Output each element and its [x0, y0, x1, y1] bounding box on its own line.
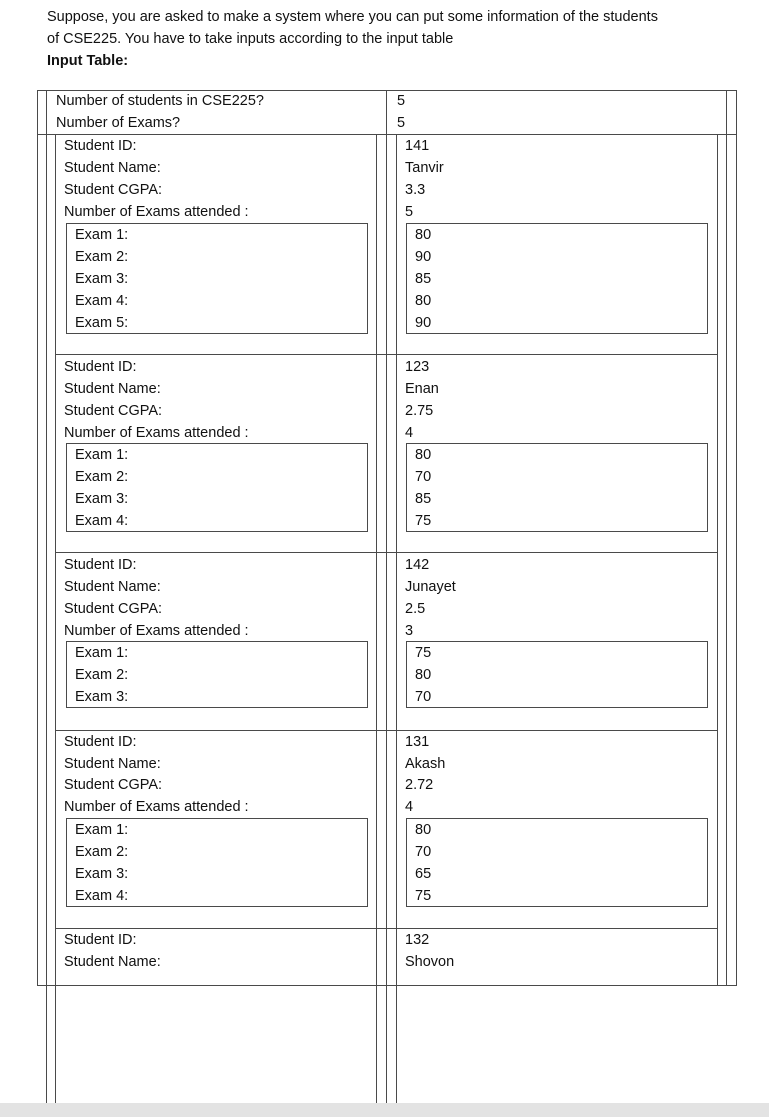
- exam-box-2-right-l: [406, 443, 407, 532]
- exam-label: Exam 1:: [75, 822, 129, 838]
- exam-score: 80: [415, 667, 432, 683]
- exam-box-3-right-top: [406, 641, 708, 642]
- exams-attended-value: 4: [405, 425, 414, 441]
- input-table-heading: Input Table:: [47, 53, 129, 69]
- exams-count-label: Number of Exams?: [56, 115, 181, 131]
- exam-box-1-right-bottom: [406, 333, 708, 334]
- exams-attended-label: Number of Exams attended :: [64, 204, 249, 220]
- student-id-value: 131: [405, 734, 430, 750]
- table-border-right-inner: [726, 90, 727, 986]
- student-name-label: Student Name:: [64, 579, 161, 595]
- exam-box-4-right-r: [707, 818, 708, 907]
- student-name-label: Student Name:: [64, 756, 161, 772]
- viewer-bottom-bar: [0, 1103, 769, 1117]
- exam-score: 70: [415, 469, 432, 485]
- exam-box-4-left-l: [66, 818, 67, 907]
- column-divider: [386, 90, 387, 1103]
- exam-box-2-right-r: [707, 443, 708, 532]
- student-name-value: Akash: [405, 756, 446, 772]
- exam-box-3-left-l: [66, 641, 67, 708]
- students-count-value: 5: [397, 93, 406, 109]
- exam-label: Exam 5:: [75, 315, 129, 331]
- student-name-value: Enan: [405, 381, 439, 397]
- exam-score: 70: [415, 844, 432, 860]
- exam-box-2-right-bottom: [406, 531, 708, 532]
- exam-label: Exam 2:: [75, 667, 129, 683]
- student-cgpa-label: Student CGPA:: [64, 777, 163, 793]
- exam-score: 90: [415, 315, 432, 331]
- exam-label: Exam 3:: [75, 689, 129, 705]
- student-cgpa-value: 3.3: [405, 182, 426, 198]
- exam-score: 80: [415, 822, 432, 838]
- exam-label: Exam 4:: [75, 513, 129, 529]
- student-id-label: Student ID:: [64, 557, 137, 573]
- exam-box-1-right-r: [707, 223, 708, 334]
- intro-text: [47, 6, 762, 72]
- table-border-right-outer: [736, 90, 737, 986]
- exam-label: Exam 1:: [75, 645, 129, 661]
- student-name-label: Student Name:: [64, 160, 161, 176]
- student-id-value: 142: [405, 557, 430, 573]
- exam-label: Exam 3:: [75, 491, 129, 507]
- table-border-left-outer: [37, 90, 38, 986]
- exam-score: 75: [415, 645, 432, 661]
- exam-box-3-left-r: [367, 641, 368, 708]
- block-border-right: [717, 134, 718, 986]
- block-border-mid-right: [396, 134, 397, 1103]
- exam-label: Exam 3:: [75, 866, 129, 882]
- exam-box-2-left-l: [66, 443, 67, 532]
- exam-box-4-right-bottom: [406, 906, 708, 907]
- student-name-value: Junayet: [405, 579, 456, 595]
- student-name-value: Shovon: [405, 954, 455, 970]
- student-cgpa-value: 2.75: [405, 403, 434, 419]
- exam-box-3-right-r: [707, 641, 708, 708]
- exam-label: Exam 1:: [75, 447, 129, 463]
- exam-label: Exam 3:: [75, 271, 129, 287]
- student-cgpa-value: 2.5: [405, 601, 426, 617]
- intro-line-1: Suppose, you are asked to make a system where you can put some information of the students: [47, 9, 658, 25]
- student-cgpa-value: 2.72: [405, 777, 434, 793]
- exams-attended-value: 4: [405, 799, 414, 815]
- exam-score: 85: [415, 491, 432, 507]
- student-id-value: 123: [405, 359, 430, 375]
- block-border-left: [55, 134, 56, 1103]
- block-separator-1: [55, 354, 718, 355]
- students-count-label: Number of students in CSE225?: [56, 93, 264, 109]
- block-border-mid-left: [376, 134, 377, 1103]
- student-id-value: 141: [405, 138, 430, 154]
- intro-line-2: of CSE225. You have to take inputs according to the input table: [47, 31, 454, 47]
- exam-box-2-left-r: [367, 443, 368, 532]
- exam-label: Exam 2:: [75, 844, 129, 860]
- exam-label: Exam 1:: [75, 227, 129, 243]
- exam-score: 80: [415, 227, 432, 243]
- exam-box-1-left-l: [66, 223, 67, 334]
- exam-label: Exam 2:: [75, 469, 129, 485]
- student-cgpa-label: Student CGPA:: [64, 182, 163, 198]
- student-id-label: Student ID:: [64, 138, 137, 154]
- exam-box-1-right-top: [406, 223, 708, 224]
- exam-score: 70: [415, 689, 432, 705]
- exam-box-4-right-top: [406, 818, 708, 819]
- exam-score: 90: [415, 249, 432, 265]
- exam-label: Exam 4:: [75, 888, 129, 904]
- exams-attended-label: Number of Exams attended :: [64, 623, 249, 639]
- exam-score: 75: [415, 513, 432, 529]
- student-id-label: Student ID:: [64, 734, 137, 750]
- student-name-label: Student Name:: [64, 954, 161, 970]
- exams-attended-label: Number of Exams attended :: [64, 425, 249, 441]
- exam-box-1-right-l: [406, 223, 407, 334]
- student-id-label: Student ID:: [64, 932, 137, 948]
- exam-score: 80: [415, 293, 432, 309]
- exams-attended-label: Number of Exams attended :: [64, 799, 249, 815]
- exam-score: 75: [415, 888, 432, 904]
- student-cgpa-label: Student CGPA:: [64, 403, 163, 419]
- exam-label: Exam 4:: [75, 293, 129, 309]
- exam-box-4-right-l: [406, 818, 407, 907]
- exam-box-1-left-r: [367, 223, 368, 334]
- table-border-left-inner: [46, 90, 47, 1103]
- exam-box-3-right-l: [406, 641, 407, 708]
- exam-label: Exam 2:: [75, 249, 129, 265]
- student-name-label: Student Name:: [64, 381, 161, 397]
- exam-box-3-right-bottom: [406, 707, 708, 708]
- top-rows-bottom-border: [37, 134, 737, 135]
- exam-score: 65: [415, 866, 432, 882]
- block-separator-3: [55, 730, 718, 731]
- student-name-value: Tanvir: [405, 160, 444, 176]
- student-id-value: 132: [405, 932, 430, 948]
- block-separator-4: [55, 928, 718, 929]
- block-separator-2: [55, 552, 718, 553]
- exam-score: 80: [415, 447, 432, 463]
- exam-box-2-right-top: [406, 443, 708, 444]
- exam-score: 85: [415, 271, 432, 287]
- student-id-label: Student ID:: [64, 359, 137, 375]
- exams-attended-value: 3: [405, 623, 414, 639]
- table-bottom-border: [37, 985, 737, 986]
- exams-attended-value: 5: [405, 204, 414, 220]
- student-cgpa-label: Student CGPA:: [64, 601, 163, 617]
- exams-count-value: 5: [397, 115, 406, 131]
- exam-box-4-left-r: [367, 818, 368, 907]
